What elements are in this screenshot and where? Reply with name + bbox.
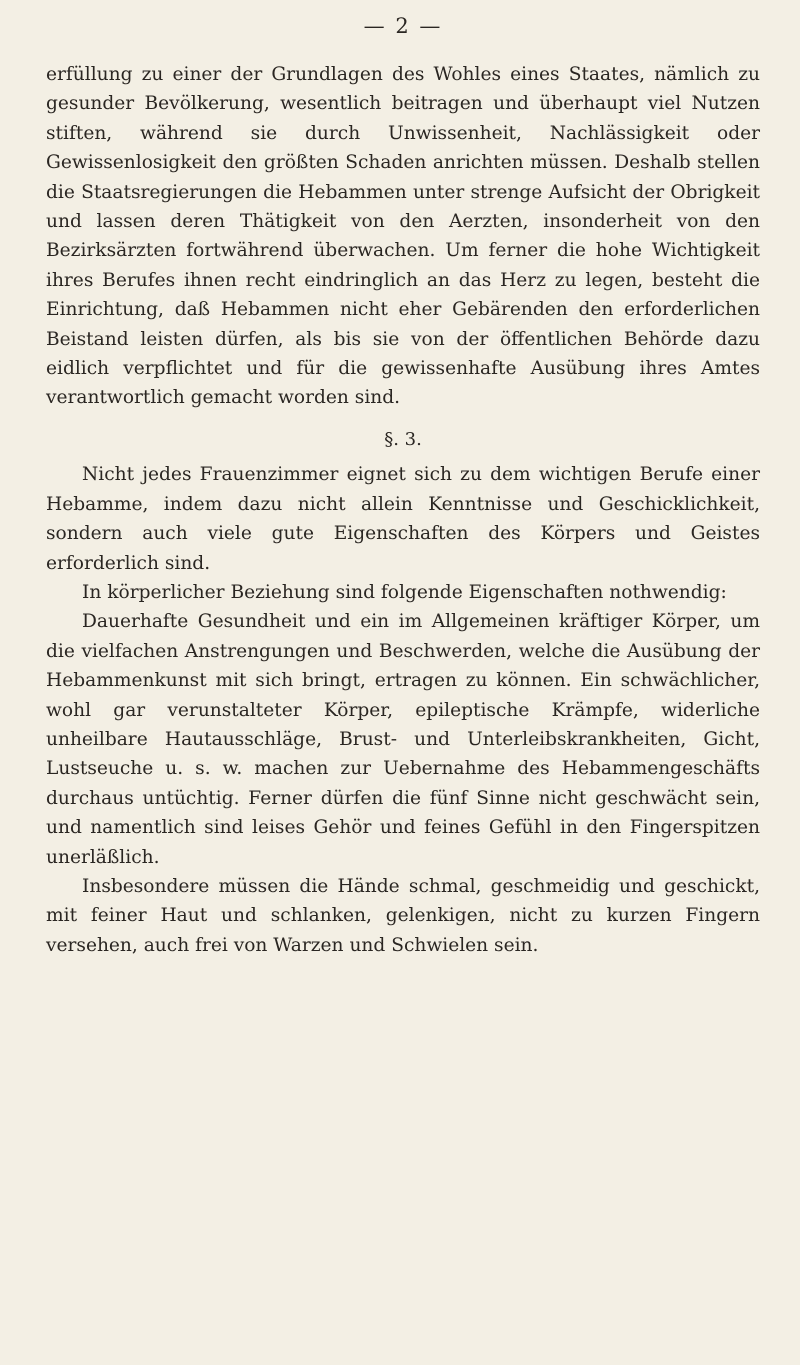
paragraph-intro: erfüllung zu einer der Grundlagen des Wohles eines Staates, nämlich zu gesunder Bevölkerung, wesentlich beitragen und überhaupt viel Nutzen stiften, während sie durch Unwissenheit, Nachlässigkeit oder Gewissenlosigkeit den größten Schaden anrichten müssen. Deshalb stellen die Staatsregierungen die Hebammen unter strenge Aufsicht der Obrigkeit und lassen deren Thätigkeit von den Aerzten, insonderheit von den Bezirksärzten fortwährend überwachen. Um ferner die hohe Wichtigkeit ihres Berufes ihnen recht eindringlich an das Herz zu legen, besteht die Einrichtung, daß Hebammen nicht eher Gebärenden den erforderlichen Beistand leisten dürfen, als bis sie von der öffentlichen Behörde dazu eidlich verpflichtet und für die gewissenhafte Ausübung ihres Amtes verantwortlich gemacht worden sind. [46,64,760,409]
paragraph-health: Dauerhafte Gesundheit und ein im Allgemeinen kräftiger Körper, um die vielfachen Anstrengungen und Beschwerden, welche die Ausübung der Hebammenkunst mit sich bringt, ertragen zu können. Ein schwächlicher, wohl gar verunstalteter Körper, epileptische Krämpfe, widerliche unheilbare Hautausschläge, Brust- und Unterleibskrankheiten, Gicht, Lustseuche u. s. w. machen zur Uebernahme des Hebammengeschäfts durchaus untüchtig. Ferner dürfen die fünf Sinne nicht geschwächt sein, und namentlich sind leises Gehör und feines Gefühl in den Fingerspitzen unerläßlich. [46,611,760,868]
page-header [46,0,760,60]
paragraph-hands: Insbesondere müssen die Hände schmal, geschmeidig und geschickt, mit feiner Haut und schlanken, gelenkigen, nicht zu kurzen Fingern versehen, auch frei von Warzen und Schwielen sein. [46,875,760,956]
section-heading: §. 3. [384,428,422,450]
paragraph-physical-requirements: In körperlicher Beziehung sind folgende Eigenschaften nothwendig: [82,581,727,603]
body-text [46,60,760,960]
page-number: — 2 — [363,14,443,38]
paragraph-suitability: Nicht jedes Frauenzimmer eignet sich zu dem wichtigen Berufe einer Hebamme, indem dazu nicht allein Kenntnisse und Geschicklichkeit, sondern auch viele gute Eigenschaften des Körpers und Geistes erforderlich sind. [46,464,760,574]
